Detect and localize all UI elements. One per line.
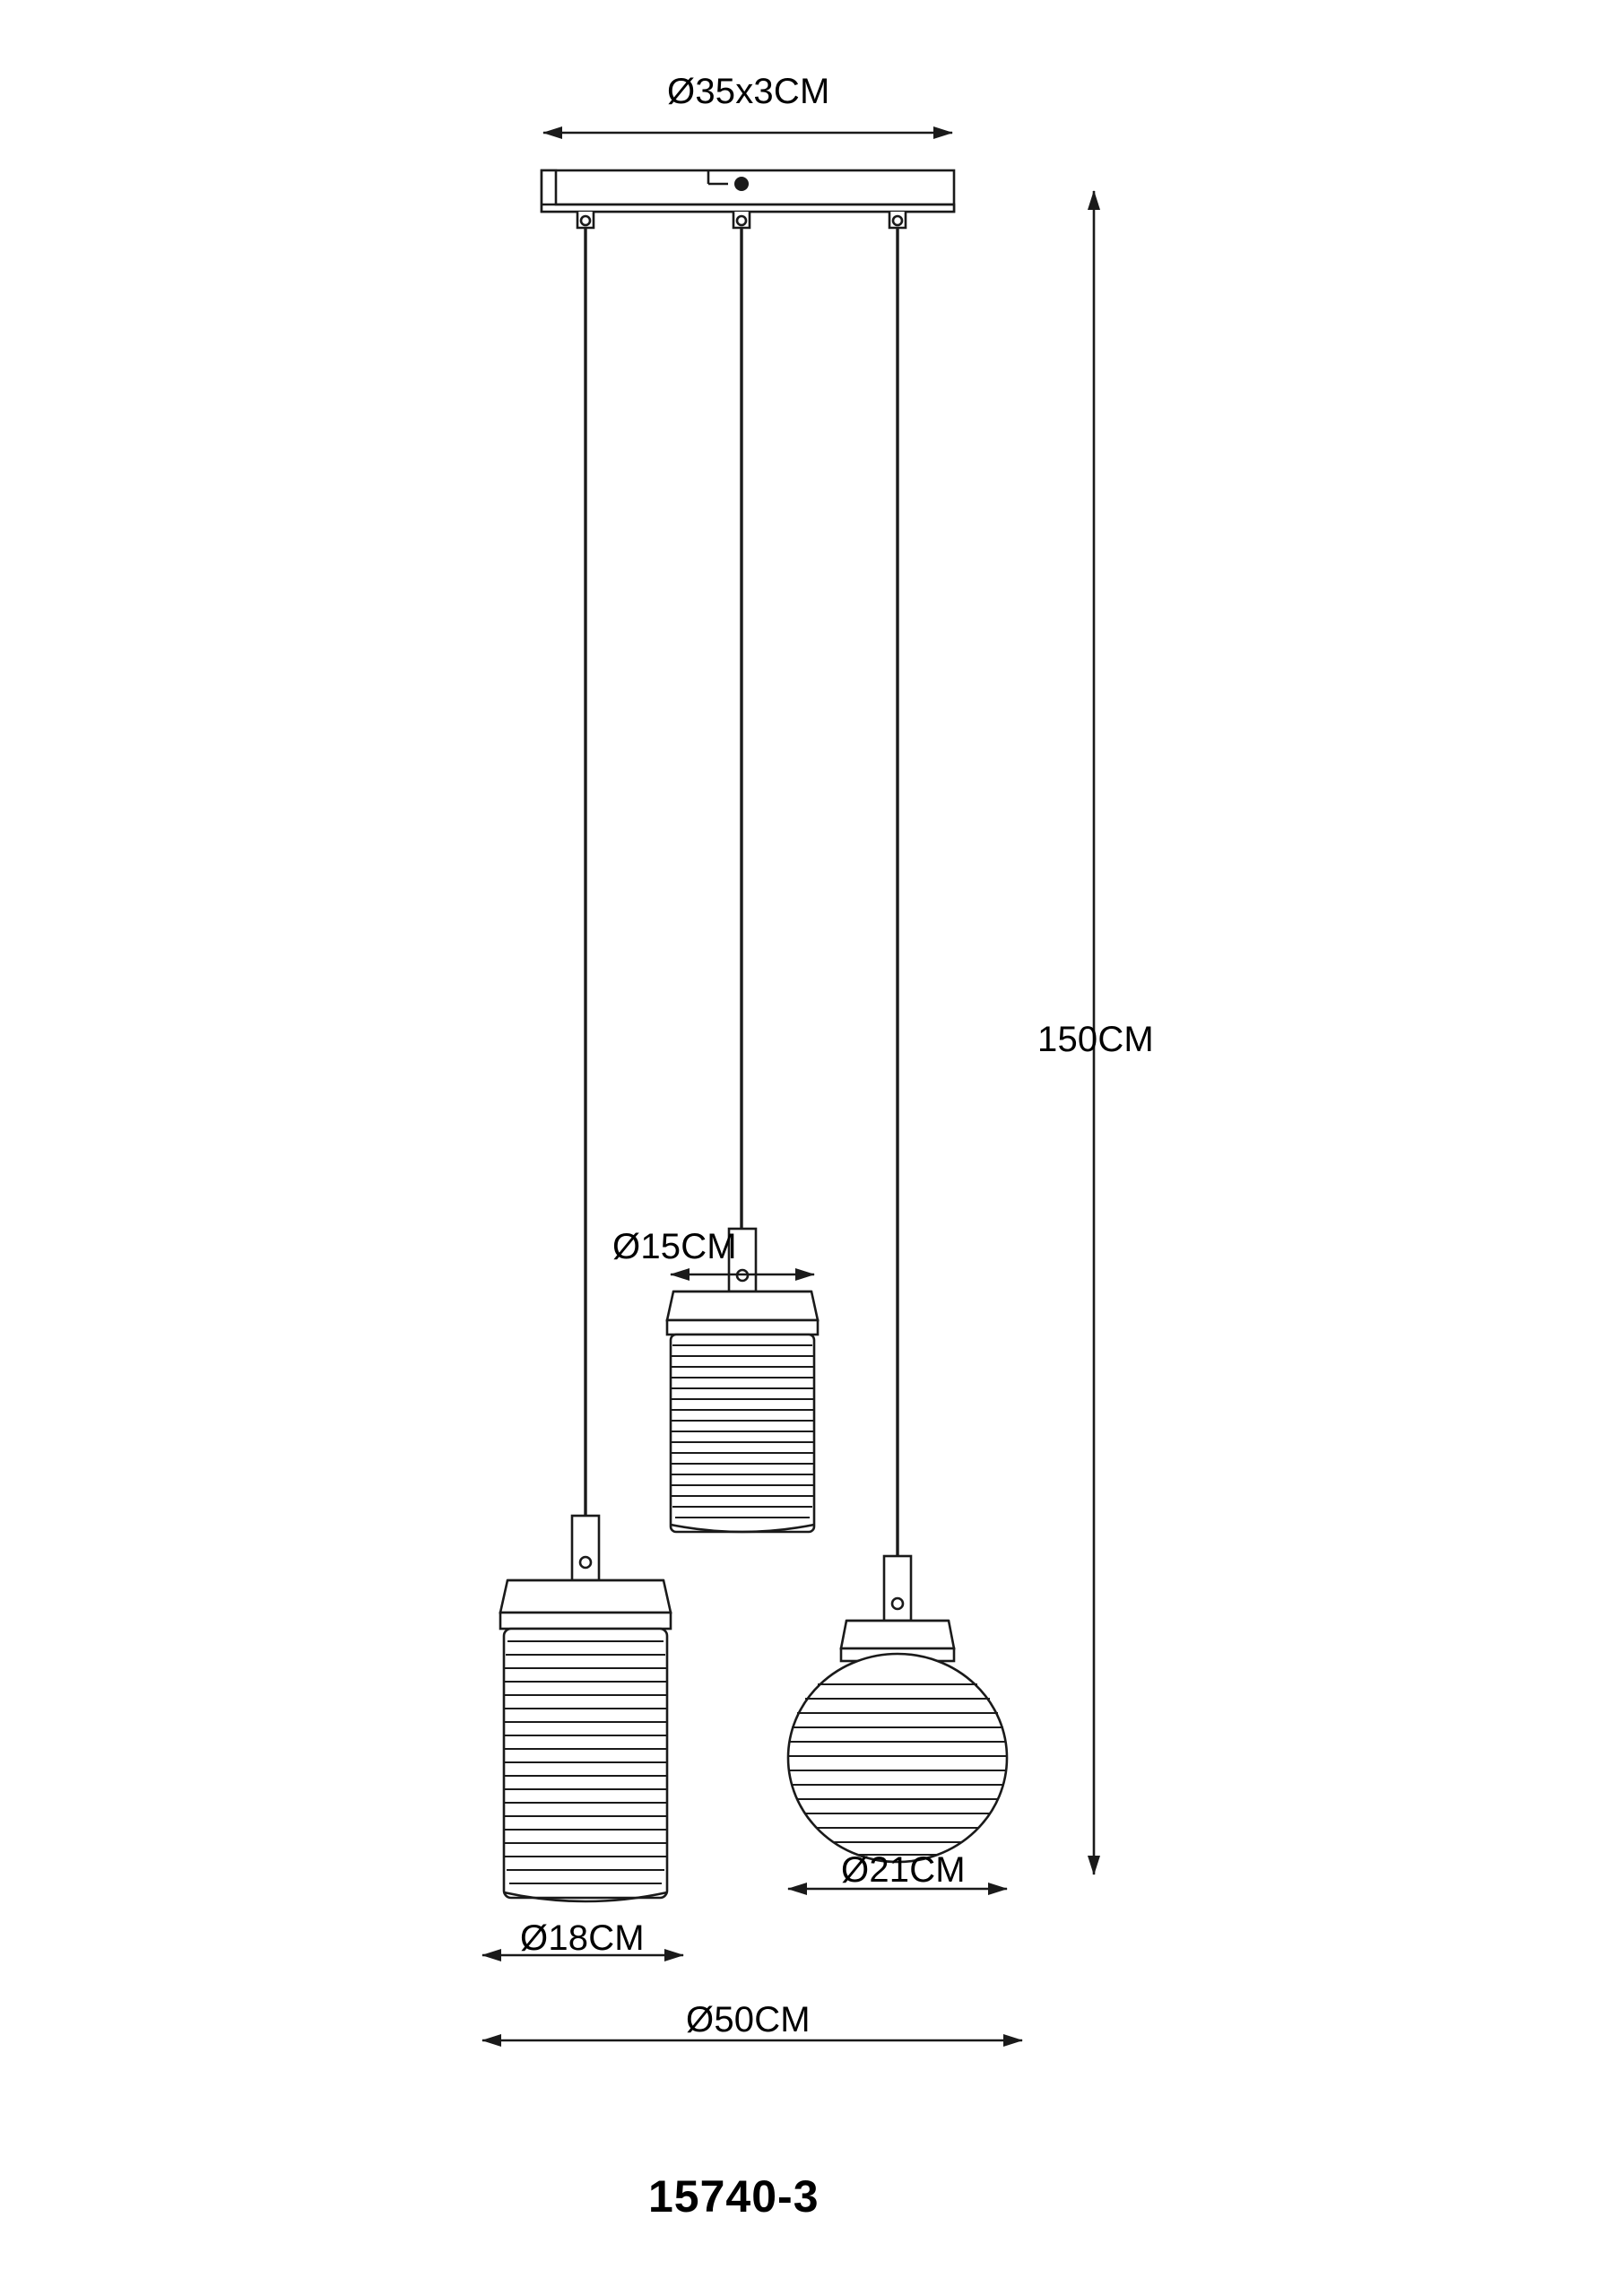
model-code: 15740-3 (648, 2171, 820, 2222)
dimension-label-drop-height: 150CM (1037, 1020, 1154, 1059)
dimension-label-spread-width: Ø50CM (686, 2000, 811, 2039)
dimension-label-shade-small-width: Ø15CM (612, 1227, 737, 1266)
dimension-label-shade-sphere-width: Ø21CM (841, 1850, 966, 1890)
canopy-cable-outlets (577, 212, 906, 228)
dimension-label-shade-large-width: Ø18CM (520, 1918, 645, 1958)
pendant-left (500, 1516, 671, 1901)
ceiling-canopy (542, 170, 954, 212)
pendant-right (788, 1556, 1007, 1862)
dimension-label-canopy-width: Ø35x3CM (667, 72, 830, 111)
